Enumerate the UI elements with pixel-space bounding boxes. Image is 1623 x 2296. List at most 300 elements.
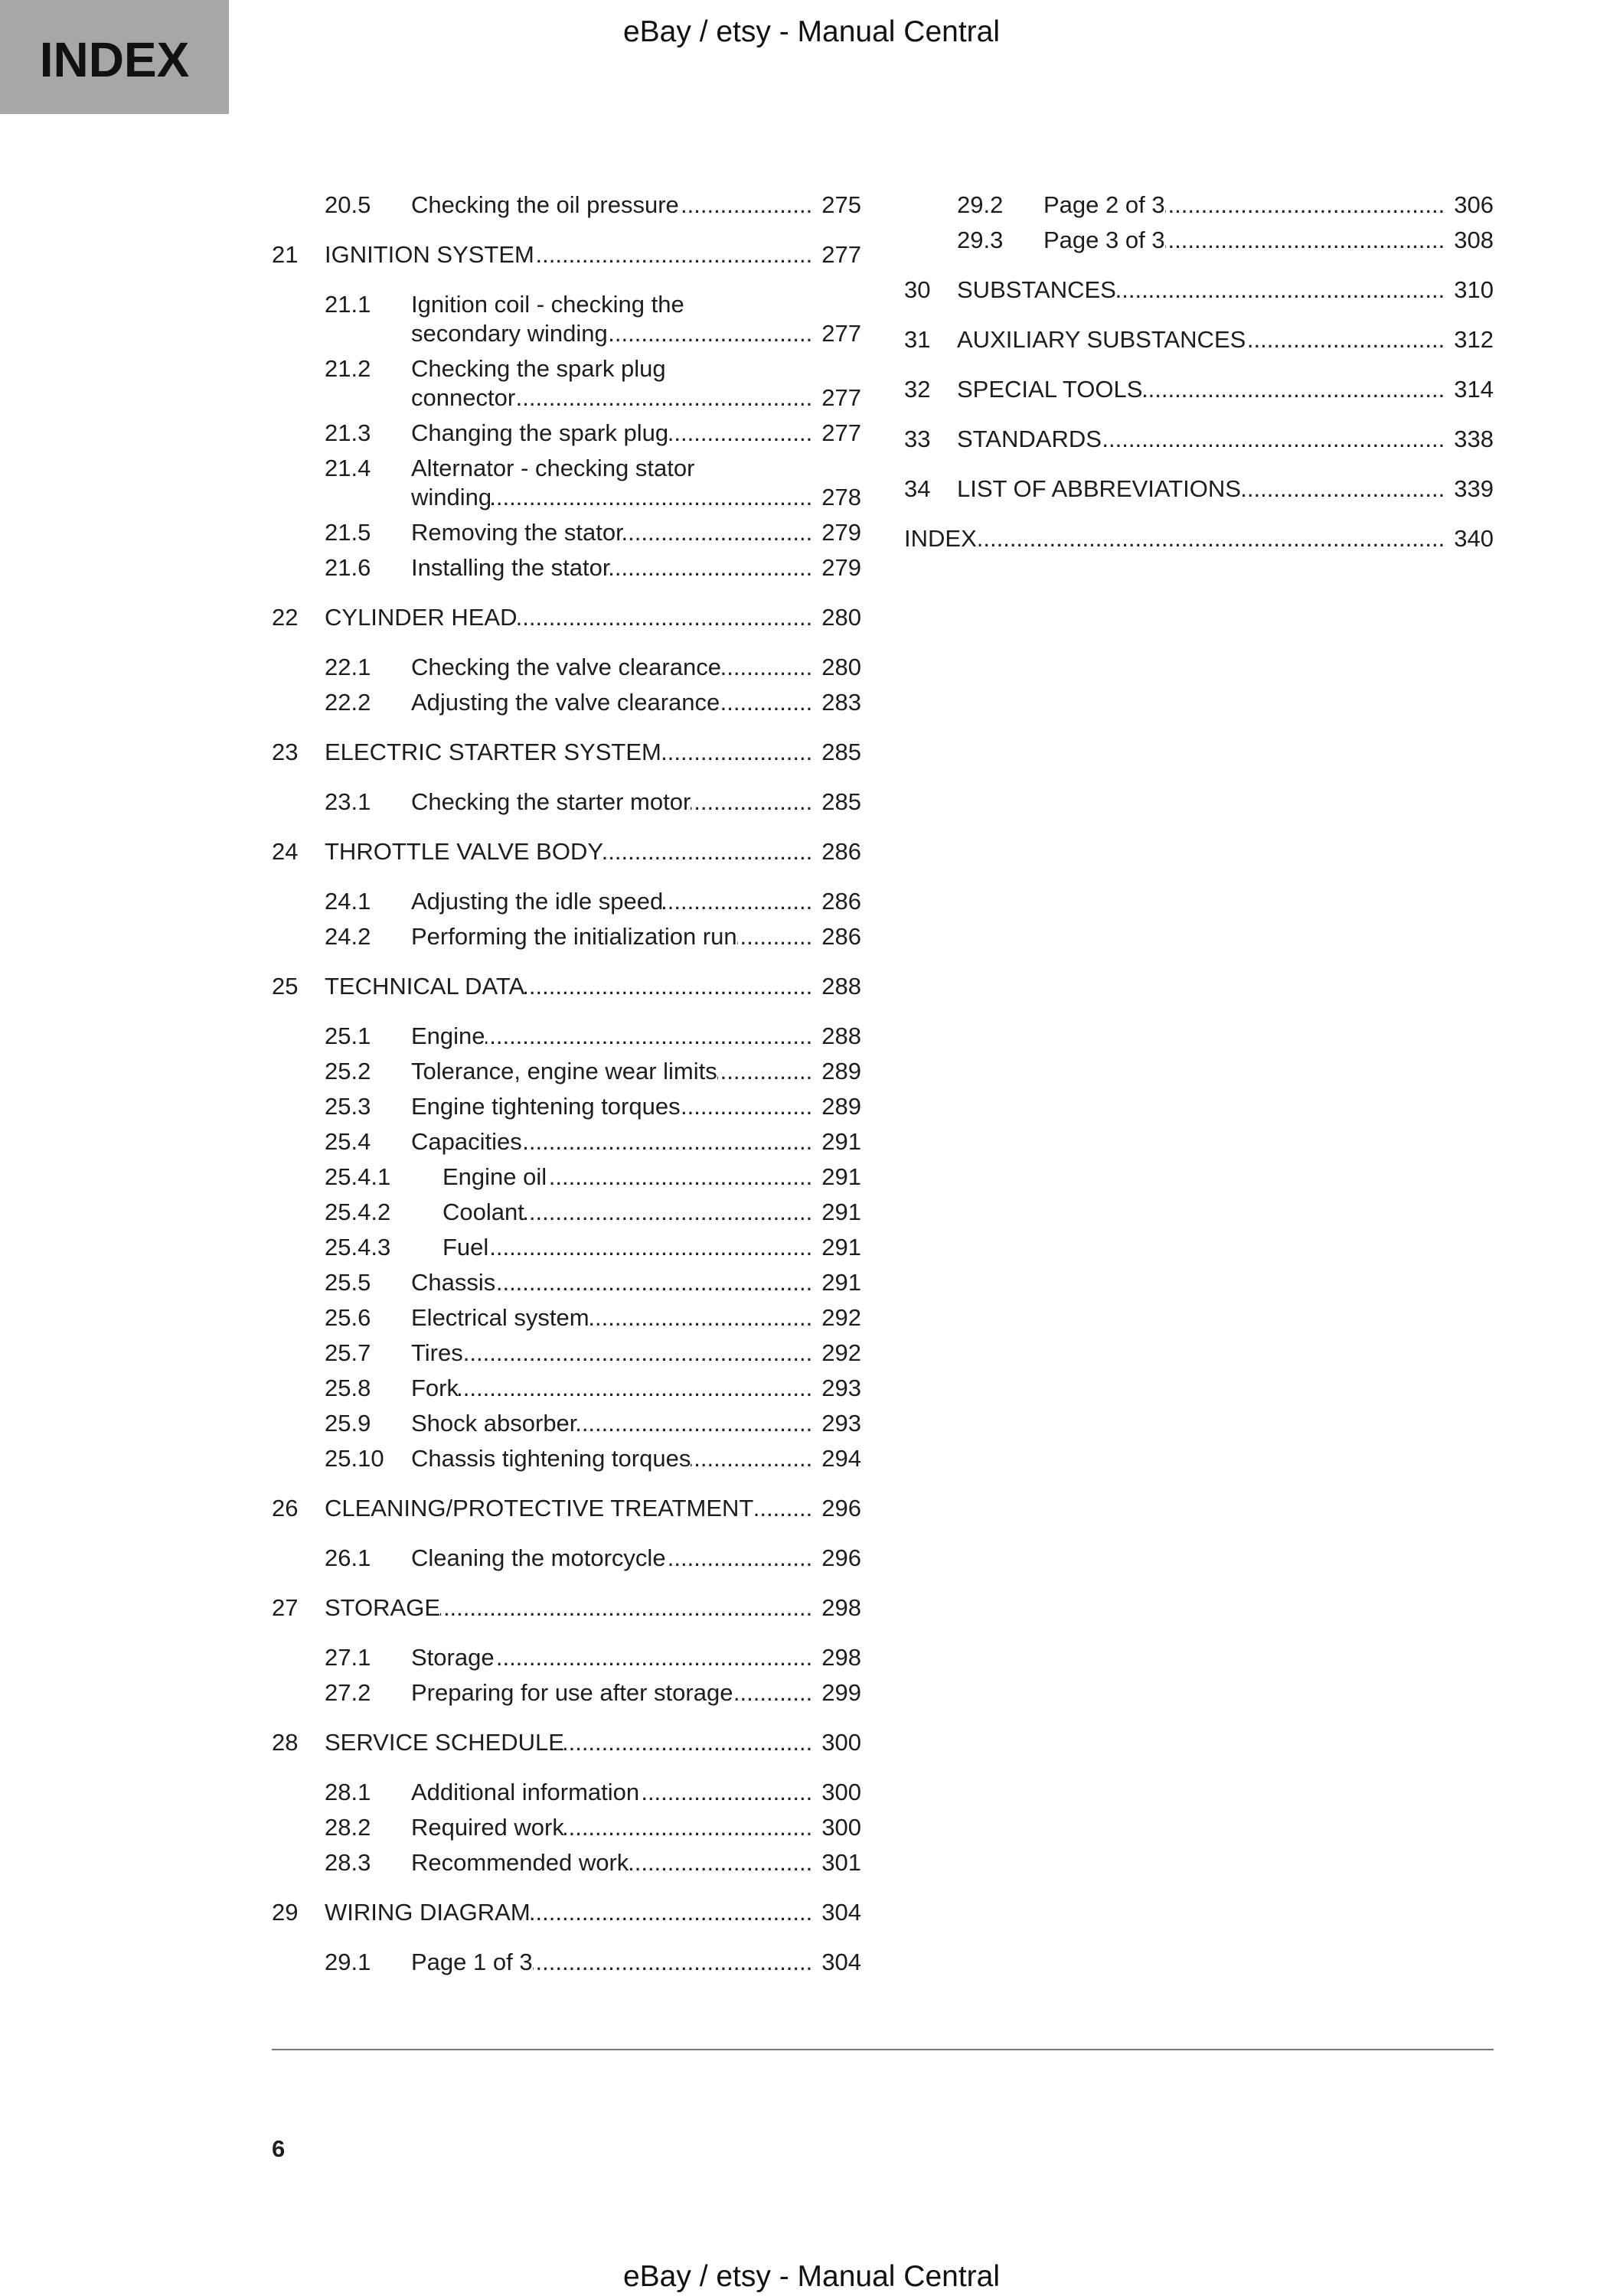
toc-entry-page: 294 [821,1445,861,1472]
toc-entry-number: 28 [272,1729,299,1756]
dot-leader [661,738,812,767]
toc-entry-last-line [442,1163,861,1192]
toc-entry-title-line: Checking the starter motor [411,788,691,815]
toc-entry-title-line: connector [411,384,516,411]
toc-section-entry [272,1339,861,1368]
toc-section-entry [272,191,861,220]
toc-entry-page: 280 [821,654,861,680]
toc-entry-title [442,1198,861,1227]
page-number: 6 [272,2135,286,2162]
toc-entry-title [325,1728,861,1757]
dot-leader [663,887,812,916]
dot-leader [1142,375,1445,404]
dot-leader [515,383,812,413]
toc-entry-title-line: Electrical system [411,1304,589,1331]
toc-chapter-entry [272,1494,861,1523]
toc-entry-page: 278 [821,484,861,510]
toc-right-column [904,191,1494,574]
toc-entry-title [957,475,1494,504]
toc-entry-last-line [325,1593,861,1623]
toc-entry-page: 292 [821,1304,861,1331]
toc-entry-page: 275 [821,191,861,218]
toc-entry-last-line [325,1728,861,1757]
toc-entry-last-line [411,319,861,348]
toc-entry-title-line: IGNITION SYSTEM [325,241,534,268]
toc-section-entry [272,922,861,951]
dot-leader [1102,425,1445,454]
toc-entry-last-line [411,688,861,717]
toc-entry-page: 291 [821,1163,861,1190]
dot-leader [681,1092,813,1121]
toc-entry-last-line [325,1494,861,1523]
toc-entry-page: 292 [821,1339,861,1366]
toc-chapter-entry [272,1593,861,1623]
toc-entry-number: 21.4 [325,455,371,481]
toc-entry-title-line: Tires [411,1339,463,1366]
toc-entry-page: 300 [821,1779,861,1805]
toc-entry-page: 299 [821,1679,861,1706]
dot-leader [603,837,812,866]
dot-leader [564,1728,812,1757]
toc-section-entry [272,1057,861,1086]
toc-entry-page: 277 [821,419,861,446]
toc-entry-title-line: Performing the initialization run [411,923,737,950]
toc-section-entry [272,788,861,817]
toc-entry-title-line: INDEX [904,525,977,552]
dot-leader [610,553,812,582]
toc-section-entry [272,1374,861,1403]
toc-entry-title-line: Coolant [442,1199,524,1225]
toc-entry-number: 21.2 [325,355,371,382]
toc-section-entry [272,1268,861,1297]
dot-leader [547,1163,812,1192]
toc-entry-last-line [411,483,861,512]
toc-entry-last-line [411,653,861,682]
dot-leader [564,1813,812,1842]
toc-chapter-entry [272,837,861,866]
dot-leader [1165,191,1445,220]
toc-entry-title-line: Engine [411,1022,485,1049]
toc-entry-number: 25.4.3 [325,1234,391,1261]
dot-leader [589,1303,813,1332]
toc-entry-page: 285 [821,739,861,765]
toc-entry-page: 286 [821,838,861,865]
toc-section-entry [272,518,861,547]
toc-entry-title-line: SERVICE SCHEDULE [325,1729,564,1756]
toc-entry-title [411,1643,861,1672]
toc-entry-last-line [411,1409,861,1438]
toc-entry-title-line: Ignition coil - checking the [411,291,684,318]
toc-entry-title [325,240,861,269]
toc-entry-page: 298 [821,1594,861,1621]
toc-entry-last-line [411,419,861,448]
toc-subsection-entry [272,1233,861,1262]
toc-entry-page: 301 [821,1849,861,1876]
toc-section-entry [272,1848,861,1877]
toc-entry-last-line [411,1813,861,1842]
dot-leader [533,1948,813,1977]
toc-entry-title-line: LIST OF ABBREVIATIONS [957,475,1241,502]
toc-entry-page: 291 [821,1269,861,1296]
toc-chapter-entry [272,603,861,632]
toc-entry-page: 300 [821,1729,861,1756]
toc-entry-last-line [411,383,861,413]
toc-section-entry [272,1678,861,1707]
toc-entry-number: 28.1 [325,1779,371,1805]
dot-leader [639,1778,812,1807]
dot-leader [737,922,813,951]
toc-entry-page: 293 [821,1410,861,1437]
toc-entry-page: 277 [821,241,861,268]
dot-leader [753,1494,812,1523]
toc-section-entry [904,191,1494,220]
toc-entry-last-line [957,375,1494,404]
toc-entry-last-line [904,524,1494,553]
toc-entry-title-line: CYLINDER HEAD [325,604,518,631]
toc-entry-title [957,425,1494,454]
toc-entry-title [325,837,861,866]
toc-entry-number: 34 [904,475,931,502]
toc-section-entry [272,1778,861,1807]
dot-leader [518,603,813,632]
toc-entry-title [325,972,861,1001]
toc-entry-page: 288 [821,973,861,1000]
toc-entry-title [325,738,861,767]
toc-entry-title [325,603,861,632]
toc-entry-title-line: Alternator - checking stator [411,455,695,481]
toc-entry-number: 33 [904,426,931,452]
toc-section-entry [272,1813,861,1842]
toc-section-entry [272,1303,861,1332]
toc-entry-page: 308 [1454,227,1494,253]
dot-leader [629,1848,812,1877]
toc-entry-last-line [411,191,861,220]
toc-entry-title [1043,226,1494,255]
toc-entry-title-line: Page 1 of 3 [411,1949,533,1975]
toc-entry-last-line [957,425,1494,454]
toc-entry-page: 312 [1454,326,1494,353]
dot-leader [717,1057,813,1086]
toc-entry-number: 31 [904,326,931,353]
toc-chapter-entry [904,276,1494,305]
toc-entry-last-line [411,1057,861,1086]
toc-entry-number: 25.5 [325,1269,371,1296]
toc-entry-number: 27.2 [325,1679,371,1706]
toc-entry-page: 286 [821,923,861,950]
toc-entry-last-line [957,276,1494,305]
toc-section-entry [272,1948,861,1977]
toc-entry-title-line: Fork [411,1375,459,1401]
toc-entry-number: 25.10 [325,1445,384,1472]
toc-entry-title [411,1409,861,1438]
toc-entry-title [411,1127,861,1156]
toc-entry-page: 314 [1454,376,1494,403]
toc-left-column [272,191,861,1983]
toc-entry-number: 28.3 [325,1849,371,1876]
dot-leader [733,1678,812,1707]
dot-leader [1165,226,1445,255]
toc-entry-title-line: Fuel [442,1234,489,1261]
toc-entry-last-line [411,922,861,951]
toc-section-entry [272,1022,861,1051]
toc-entry-page: 289 [821,1093,861,1120]
toc-entry-title [957,375,1494,404]
toc-entry-title-line: SPECIAL TOOLS [957,376,1143,403]
toc-entry-number: 25.6 [325,1304,371,1331]
toc-entry-last-line [1043,191,1494,220]
toc-entry-page: 286 [821,888,861,915]
toc-entry-title-line: Adjusting the idle speed [411,888,664,915]
toc-entry-title [957,325,1494,354]
toc-entry-page: 280 [821,604,861,631]
toc-entry-page: 296 [821,1544,861,1571]
dot-leader [721,653,812,682]
toc-entry-page: 306 [1454,191,1494,218]
toc-entry-last-line [411,1848,861,1877]
toc-entry-title [411,419,861,448]
toc-entry-page: 277 [821,384,861,411]
toc-entry-title [411,1678,861,1707]
toc-entry-last-line [411,1444,861,1473]
toc-entry-page: 279 [821,554,861,581]
toc-section-entry [904,226,1494,255]
dot-leader [679,191,812,220]
toc-entry-number: 25.7 [325,1339,371,1366]
toc-entry-title-line: WIRING DIAGRAM [325,1899,531,1926]
dot-leader [440,1593,812,1623]
toc-entry-number: 22 [272,604,299,631]
dot-leader [524,1198,812,1227]
toc-entry-last-line [411,1374,861,1403]
dot-leader [691,788,812,817]
dot-leader [577,1409,812,1438]
toc-entry-number: 21.1 [325,291,371,318]
dot-leader [495,1268,812,1297]
toc-entry-title [411,553,861,582]
toc-entry-title-line: Removing the stator [411,519,624,546]
toc-entry-page: 293 [821,1375,861,1401]
toc-entry-title-line: winding [411,484,492,510]
toc-entry-last-line [442,1198,861,1227]
toc-entry-last-line [411,1127,861,1156]
toc-entry-title-line: ELECTRIC STARTER SYSTEM [325,739,661,765]
toc-entry-number: 25.2 [325,1058,371,1084]
footer-rule [272,2049,1494,2050]
toc-entry-page: 310 [1454,276,1494,303]
toc-entry-title [411,1303,861,1332]
toc-entry-title [411,1268,861,1297]
toc-entry-number: 24.2 [325,923,371,950]
toc-entry-last-line [957,325,1494,354]
toc-entry-page: 291 [821,1128,861,1155]
dot-leader [691,1444,812,1473]
toc-entry-page: 338 [1454,426,1494,452]
toc-section-entry [272,1409,861,1438]
toc-entry-number: 22.1 [325,654,371,680]
dot-leader [977,524,1445,553]
toc-entry-last-line [411,1022,861,1051]
toc-entry-title [904,524,1494,553]
toc-entry-number: 21.5 [325,519,371,546]
toc-entry-title-line: Installing the stator [411,554,611,581]
toc-entry-number: 29 [272,1899,299,1926]
toc-entry-title [411,922,861,951]
index-tab: INDEX [0,0,229,114]
dot-leader [485,1022,813,1051]
toc-chapter-entry [904,475,1494,504]
toc-entry-number: 25.4.1 [325,1163,391,1190]
toc-entry-title-line: THROTTLE VALVE BODY [325,838,604,865]
toc-entry-title-line: Additional information [411,1779,640,1805]
toc-entry-number: 28.2 [325,1814,371,1841]
dot-leader [1116,276,1445,305]
toc-chapter-entry [904,524,1494,553]
toc-section-entry [272,419,861,448]
dot-leader [534,240,812,269]
toc-entry-title-line: Recommended work [411,1849,629,1876]
toc-entry-page: 277 [821,320,861,347]
toc-entry-last-line [325,837,861,866]
toc-entry-number: 26 [272,1495,299,1521]
toc-entry-number: 25.4 [325,1128,371,1155]
toc-entry-title [411,1948,861,1977]
toc-entry-title [411,191,861,220]
toc-entry-number: 24.1 [325,888,371,915]
toc-entry-title-line: SUBSTANCES [957,276,1116,303]
toc-entry-last-line [411,887,861,916]
toc-entry-page: 288 [821,1022,861,1049]
toc-entry-last-line [411,1339,861,1368]
toc-entry-page: 291 [821,1199,861,1225]
toc-entry-title [411,887,861,916]
toc-chapter-entry [272,240,861,269]
toc-entry-last-line [411,1303,861,1332]
toc-entry-title [325,1593,861,1623]
toc-entry-title-line: Preparing for use after storage [411,1679,733,1706]
toc-entry-page: 279 [821,519,861,546]
dot-leader [522,1127,813,1156]
toc-chapter-entry [904,425,1494,454]
running-foot: eBay / etsy - Manual Central [622,2260,1001,2293]
toc-entry-title [325,1898,861,1927]
toc-entry-title [411,1022,861,1051]
dot-leader [488,1233,812,1262]
toc-entry-number: 21 [272,241,299,268]
toc-chapter-entry [272,738,861,767]
toc-entry-page: 289 [821,1058,861,1084]
toc-entry-last-line [325,603,861,632]
toc-entry-last-line [325,738,861,767]
toc-entry-number: 29.1 [325,1949,371,1975]
toc-entry-title [442,1163,861,1192]
toc-entry-title [411,653,861,682]
toc-entry-number: 25.4.2 [325,1199,391,1225]
toc-entry-title [411,290,861,348]
toc-section-entry [272,887,861,916]
toc-entry-title [411,1057,861,1086]
toc-entry-title-line: Shock absorber [411,1410,578,1437]
toc-entry-last-line [411,553,861,582]
toc-entry-number: 23.1 [325,788,371,815]
running-head: eBay / etsy - Manual Central [622,15,1001,48]
toc-entry-last-line [325,972,861,1001]
toc-entry-title [442,1233,861,1262]
toc-entry-last-line [411,1643,861,1672]
toc-entry-title-line: Page 3 of 3 [1043,227,1165,253]
toc-entry-page: 304 [821,1899,861,1926]
toc-entry-title-line: Changing the spark plug [411,419,669,446]
toc-entry-title [411,1374,861,1403]
toc-entry-title [411,788,861,817]
toc-entry-title [411,1778,861,1807]
toc-entry-title-line: TECHNICAL DATA [325,973,525,1000]
toc-entry-last-line [325,1898,861,1927]
toc-entry-title [411,1544,861,1573]
dot-leader [608,319,813,348]
toc-section-entry [272,1092,861,1121]
toc-entry-title [411,454,861,512]
toc-entry-title [411,1813,861,1842]
toc-entry-last-line [411,1778,861,1807]
dot-leader [495,1643,813,1672]
toc-entry-number: 29.2 [957,191,1004,218]
toc-entry-number: 20.5 [325,191,371,218]
toc-entry-title-line: Checking the spark plug [411,355,666,382]
dot-leader [459,1374,812,1403]
toc-entry-title-line: Storage [411,1644,495,1671]
toc-entry-title-line: Chassis [411,1269,496,1296]
toc-entry-title [411,1444,861,1473]
toc-entry-last-line [411,788,861,817]
dot-leader [463,1339,813,1368]
toc-entry-number: 24 [272,838,299,865]
toc-entry-number: 27 [272,1594,299,1621]
toc-entry-number: 32 [904,376,931,403]
toc-entry-title-line: Tolerance, engine wear limits [411,1058,717,1084]
toc-entry-title-line: Engine oil [442,1163,547,1190]
toc-entry-page: 339 [1454,475,1494,502]
toc-section-entry [272,653,861,682]
toc-entry-title-line: Adjusting the valve clearance [411,689,720,716]
dot-leader [524,972,812,1001]
toc-entry-number: 29.3 [957,227,1004,253]
toc-entry-title-line: Checking the oil pressure [411,191,679,218]
dot-leader [720,688,812,717]
toc-chapter-entry [272,972,861,1001]
dot-leader [666,1544,813,1573]
toc-entry-title-line: Chassis tightening torques [411,1445,691,1472]
toc-entry-number: 30 [904,276,931,303]
toc-entry-page: 285 [821,788,861,815]
toc-entry-title [1043,191,1494,220]
toc-entry-title [411,1848,861,1877]
toc-entry-page: 298 [821,1644,861,1671]
dot-leader [623,518,812,547]
toc-section-entry [272,1444,861,1473]
toc-chapter-entry [272,1728,861,1757]
toc-entry-number: 25 [272,973,299,1000]
toc-entry-last-line [411,518,861,547]
toc-entry-page: 340 [1454,525,1494,552]
toc-entry-last-line [411,1544,861,1573]
dot-leader [531,1898,813,1927]
toc-chapter-entry [904,375,1494,404]
toc-section-entry [272,1643,861,1672]
toc-entry-title-line: CLEANING/PROTECTIVE TREATMENT [325,1495,754,1521]
toc-entry-title [411,688,861,717]
toc-entry-title-line: Checking the valve clearance [411,654,721,680]
toc-entry-title-line: Page 2 of 3 [1043,191,1165,218]
